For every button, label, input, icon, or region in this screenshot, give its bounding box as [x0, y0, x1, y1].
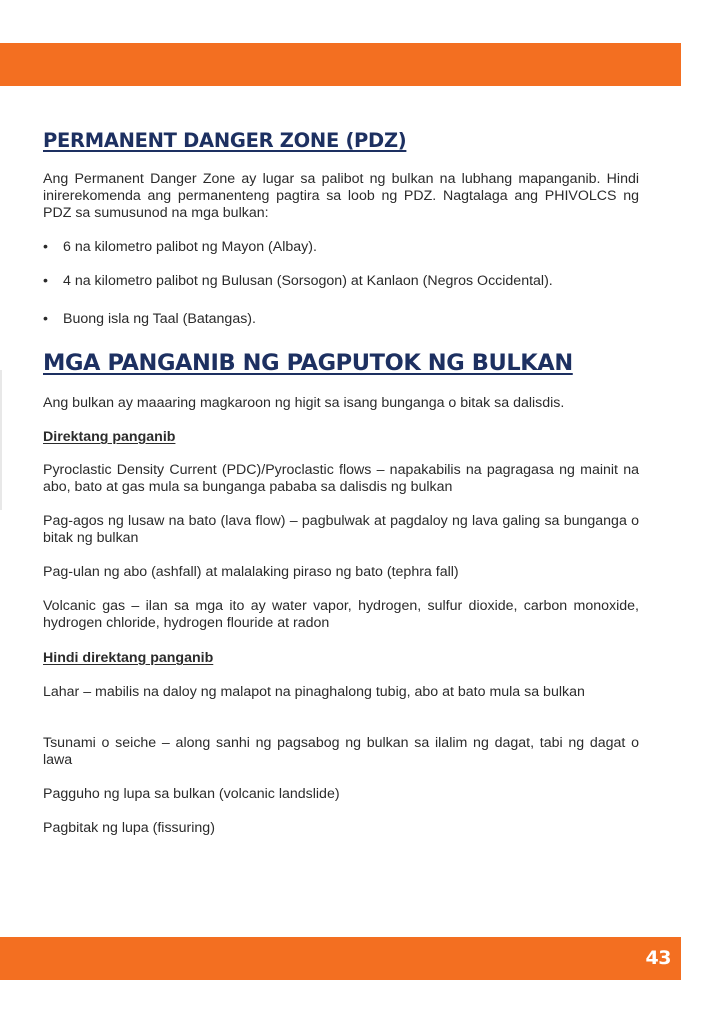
direct-hazard-item: Pag-ulan ng abo (ashfall) at malalaking piraso ng bato (tephra fall)	[43, 564, 459, 580]
indirect-hazard-item: Tsunami o seiche – along sanhi ng pagsabog ng bulkan sa ilalim ng dagat, tabi ng dagat o lawa	[43, 735, 639, 768]
direct-hazard-item: Volcanic gas – ilan sa mga ito ay water vapor, hydrogen, sulfur dioxide, carbon monoxide, hydrogen chloride, hydrogen flouride at radon	[43, 598, 639, 631]
bullet-icon: •	[43, 239, 48, 255]
direct-hazard-item: Pyroclastic Density Current (PDC)/Pyroclastic flows – napakabilis na pagragasa ng mainit na abo, bato at gas mula sa bunganga pababa sa dalisdis ng bulkan	[43, 462, 639, 495]
hazards-heading: MGA PANGANIB NG PAGPUTOK NG BULKAN	[43, 350, 573, 376]
page-number: 43	[645, 947, 671, 969]
direct-hazard-item: Pag-agos ng lusaw na bato (lava flow) – pagbulwak at pagdaloy ng lava galing sa bunganga o bitak ng bulkan	[43, 513, 639, 546]
bullet-text: 4 na kilometro palibot ng Bulusan (Sorsogon) at Kanlaon (Negros Occidental).	[63, 273, 553, 289]
footer-accent-bar	[0, 937, 681, 980]
bullet-icon: •	[43, 311, 48, 327]
indirect-hazard-item: Pagguho ng lupa sa bulkan (volcanic landslide)	[43, 786, 340, 802]
pdz-heading: PERMANENT DANGER ZONE (PDZ)	[43, 129, 407, 152]
direct-hazards-label: Direktang panganib	[43, 429, 176, 445]
header-accent-bar	[0, 43, 681, 86]
pdz-intro: Ang Permanent Danger Zone ay lugar sa palibot ng bulkan na lubhang mapanganib. Hindi inirerekomenda ang permanenteng pagtira sa loob ng PDZ. Nagtalaga ang PHIVOLCS ng PDZ sa sumusunod na mga bulkan:	[43, 171, 639, 221]
indirect-hazards-label: Hindi direktang panganib	[43, 650, 214, 666]
bullet-icon: •	[43, 273, 48, 289]
page-edge-line	[0, 370, 2, 510]
bullet-text: 6 na kilometro palibot ng Mayon (Albay).	[63, 239, 317, 255]
hazards-intro: Ang bulkan ay maaaring magkaroon ng higit sa isang bunganga o bitak sa dalisdis.	[43, 395, 565, 411]
indirect-hazard-item: Lahar – mabilis na daloy ng malapot na pinaghalong tubig, abo at bato mula sa bulkan	[43, 684, 585, 700]
bullet-text: Buong isla ng Taal (Batangas).	[63, 311, 256, 327]
indirect-hazard-item: Pagbitak ng lupa (fissuring)	[43, 820, 215, 836]
